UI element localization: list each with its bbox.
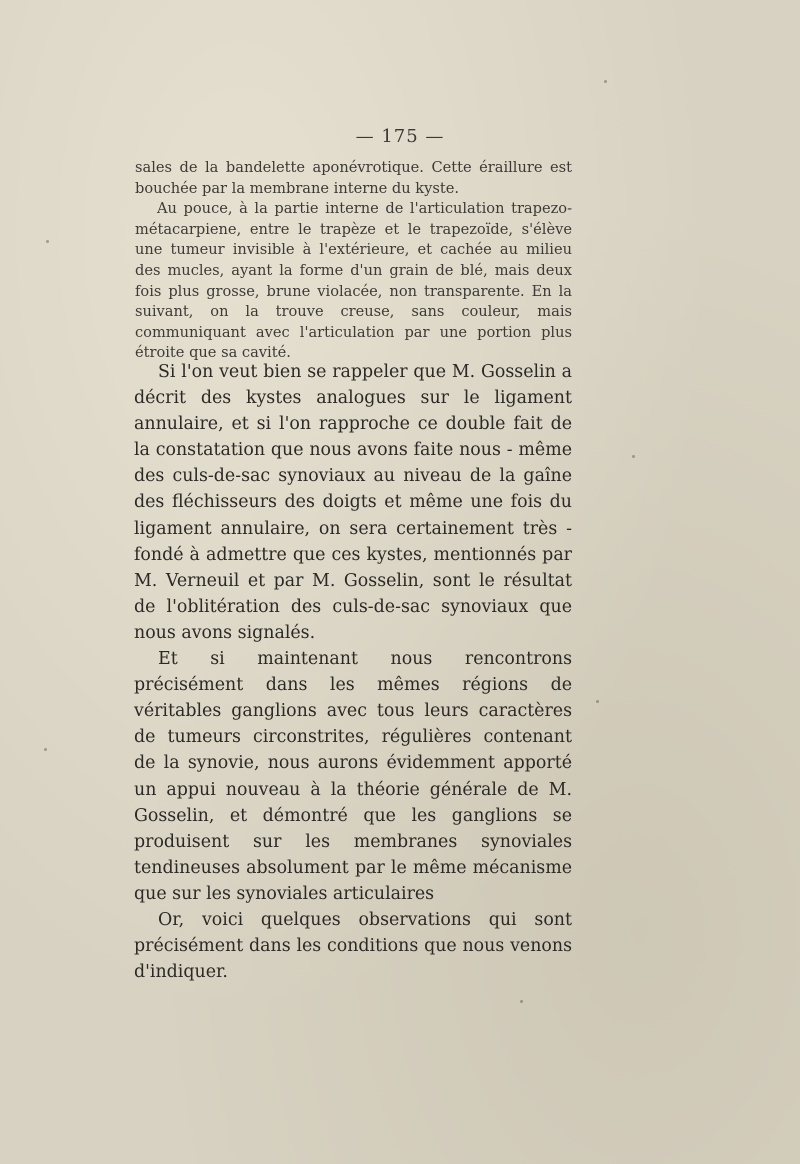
paper-speck <box>596 700 599 703</box>
paper-speck <box>604 80 607 83</box>
paper-speck <box>632 455 635 458</box>
paragraph-bandelette: sales de la bandelette aponévrotique. Cette éraillure est bouchée par la membrane interne du kyste. <box>135 159 572 197</box>
paper-speck <box>520 1000 523 1003</box>
paragraph-gosselin: Si l'on veut bien se rappeler que M. Gosselin a décrit des kystes analogues sur le ligament annulaire, et si l'on rapproche ce double fait de la constatation que nous avons faite nous - même des culs-de-sac synoviaux au niveau de la gaîne des fléchisseurs des doigts et même une fois du ligament annulaire, on sera certainement très - fondé à admettre que ces kystes, mentionnés par M. Verneuil et par M. Gosselin, sont le résultat de l'oblitération des culs-de-sac synoviaux que nous avons signalés. <box>134 362 572 643</box>
paragraph-ganglions: Et si maintenant nous rencontrons précisément dans les mêmes régions de véritables ganglions avec tous leurs caractères de tumeurs circonstrites, régulières contenant de la synovie, nous aurons évidemment apporté un appui nouveau à la théorie générale de M. Gosselin, et démontré que les ganglions se produisent sur les membranes synoviales tendineuses absolument par le même mécanisme que sur les synoviales articulaires <box>134 649 572 904</box>
paragraph-pouce: Au pouce, à la partie interne de l'articulation trapezo-métacarpiene, entre le trapèze et le trapezoïde, s'élève une tumeur invisible à l'extérieure, et cachée au milieu des mucles, ayant la forme d'un grain de blé, mais deux fois plus grosse, brune violacée, non transparente. En la suivant, on la trouve creuse, sans couleur, mais communiquant avec l'articulation par une portion plus étroite que sa cavité. <box>135 200 572 362</box>
paragraph-observations: Or, voici quelques observations qui sont précisément dans les conditions que nous venons d'indiquer. <box>134 909 572 983</box>
page-number: — 175 — <box>355 126 445 147</box>
small-print-section <box>135 158 572 364</box>
paper-speck <box>44 748 47 751</box>
main-text-section <box>134 359 572 985</box>
paper-speck <box>46 240 49 243</box>
